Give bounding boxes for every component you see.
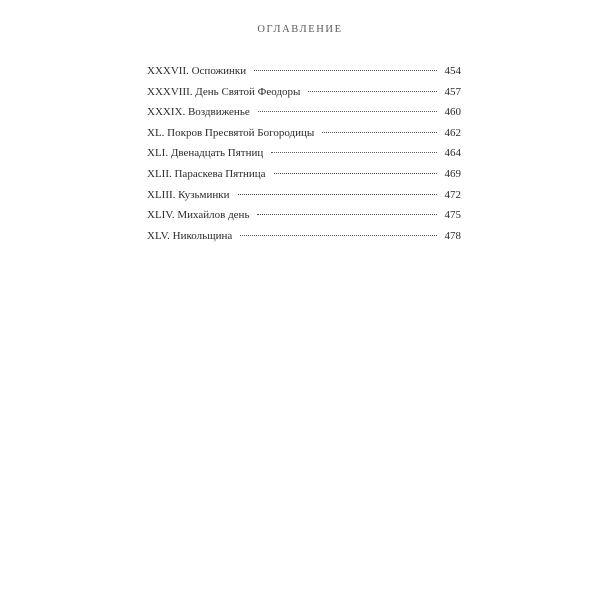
toc-entry-page: 472 — [444, 188, 461, 201]
toc-entry-title: XLIII. Кузьминки — [147, 188, 230, 201]
toc-entry-page: 454 — [444, 65, 461, 77]
toc-entry-title: XLI. Двенадцать Пятниц — [147, 147, 264, 160]
toc-entry-title: XXXIX. Воздвиженье — [147, 106, 250, 119]
toc-entry-page: 469 — [444, 167, 461, 180]
toc-dot-leader — [238, 194, 438, 195]
toc-entry — [147, 229, 461, 250]
toc-entry-page: 478 — [444, 229, 461, 242]
page-header: ОГЛАВЛЕНИЕ — [257, 24, 343, 35]
toc-entry — [147, 167, 461, 188]
toc-dot-leader — [271, 152, 437, 153]
toc-entry — [147, 146, 461, 167]
toc-dot-leader — [274, 173, 437, 174]
toc-entry — [147, 105, 461, 126]
toc-entry-title: XXXVII. Оспожинки — [147, 65, 247, 77]
toc-entry-page: 460 — [444, 106, 461, 119]
table-of-contents — [147, 64, 461, 249]
toc-entry-title: XLIV. Михайлов день — [147, 209, 250, 222]
toc-entry-page: 475 — [444, 209, 461, 222]
toc-entry-title: XLV. Никольщина — [147, 229, 233, 242]
toc-dot-leader — [258, 111, 437, 112]
toc-entry-title: XL. Покров Пресвятой Богородицы — [147, 126, 315, 139]
toc-entry-title: XLII. Параскева Пятница — [147, 167, 266, 180]
toc-entry-page: 457 — [444, 85, 461, 98]
toc-dot-leader — [322, 132, 437, 133]
toc-entry-page: 462 — [444, 126, 461, 139]
toc-entry-page: 464 — [444, 147, 461, 160]
toc-dot-leader — [254, 70, 437, 71]
toc-entry — [147, 126, 461, 147]
toc-dot-leader — [240, 235, 437, 236]
toc-entry-title: XXXVIII. День Святой Феодоры — [147, 85, 301, 98]
toc-dot-leader — [257, 214, 437, 215]
toc-entry — [147, 208, 461, 229]
toc-entry — [147, 85, 461, 106]
toc-entry — [147, 188, 461, 209]
toc-dot-leader — [308, 91, 437, 92]
toc-entry — [147, 64, 461, 85]
